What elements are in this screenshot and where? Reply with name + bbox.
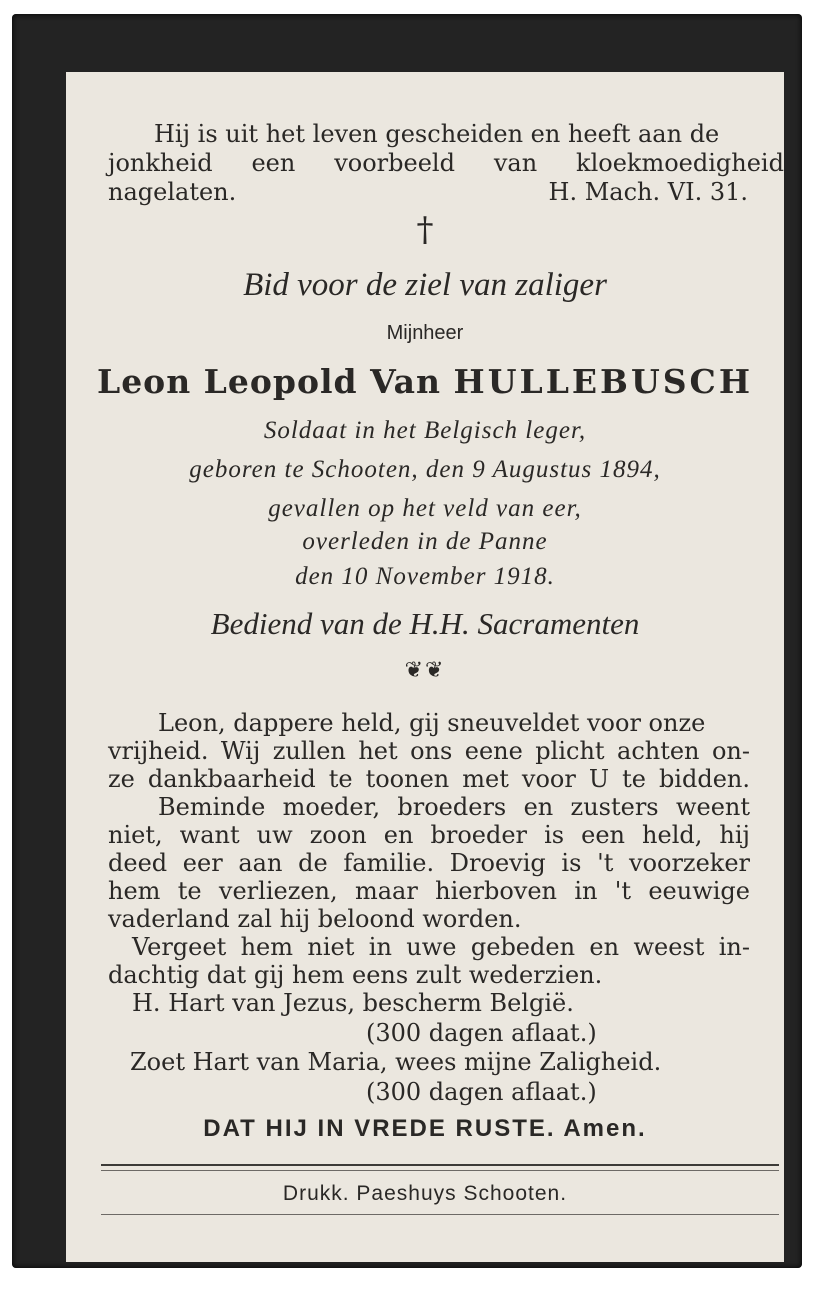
epigraph-line-2 xyxy=(108,149,784,177)
printer-credit: Drukk. Paeshuys Schooten. xyxy=(282,1182,568,1205)
body-line: Beminde moeder, broeders en zusters weent xyxy=(158,793,750,821)
body-line: H. Hart van Jezus, bescherm België. xyxy=(132,989,574,1017)
divider xyxy=(101,1170,779,1171)
sacraments-line: Bediend van de H.H. Sacramenten xyxy=(210,606,640,641)
indulgence-note: (300 dagen aflaat.) xyxy=(366,1078,597,1106)
closing-prayer: DAT HIJ IN VREDE RUSTE. Amen. xyxy=(203,1115,647,1142)
body-line: vrijheid. Wij zullen het ons eene plicht achten on- xyxy=(108,737,750,765)
epigraph-word: kloekmoedigheid xyxy=(576,149,784,177)
detail-line-died-date: den 10 November 1918. xyxy=(295,563,555,590)
scripture-reference: H. Mach. VI. 31. xyxy=(548,178,748,206)
body-line: vaderland zal hij beloond worden. xyxy=(108,905,522,933)
epigraph-word: een xyxy=(251,149,296,177)
epigraph-word: voorbeeld xyxy=(334,149,455,177)
body-line: ze dankbaarheid te toonen met voor U te bidden. xyxy=(108,765,750,793)
body-line: hem te verliezen, maar hierboven in 't eeuwige xyxy=(108,877,750,905)
cross-icon: † xyxy=(416,210,434,250)
surname: HULLEBUSCH xyxy=(453,362,753,401)
divider xyxy=(101,1214,779,1215)
body-line: deed eer aan de familie. Droevig is 't voorzeker xyxy=(108,849,750,877)
prayer-heading: Bid voor de ziel van zaliger xyxy=(243,267,607,303)
indulgence-note: (300 dagen aflaat.) xyxy=(366,1019,597,1047)
card-paper xyxy=(66,72,784,1262)
body-line: Vergeet hem niet in uwe gebeden en weest in- xyxy=(132,933,750,961)
detail-line-died-place: overleden in de Panne xyxy=(302,528,548,555)
deceased-name xyxy=(66,362,784,401)
floral-ornament-icon: ❦❦ xyxy=(404,658,446,683)
honorific: Mijnheer xyxy=(386,322,464,344)
body-line: niet, want uw zoon en broeder is een held, hij xyxy=(108,821,750,849)
mourning-card xyxy=(12,14,802,1268)
divider xyxy=(101,1164,779,1166)
detail-line-fallen: gevallen op het veld van eer, xyxy=(268,495,582,522)
body-line: dachtig dat gij hem eens zult wederzien. xyxy=(108,961,603,989)
body-line: Zoet Hart van Maria, wees mijne Zaligheid. xyxy=(130,1048,662,1076)
epigraph-line-1: Hij is uit het leven gescheiden en heeft aan de xyxy=(154,120,720,148)
detail-line-born: geboren te Schooten, den 9 Augustus 1894, xyxy=(189,456,661,483)
body-line: Leon, dappere held, gij sneuveldet voor onze xyxy=(158,709,706,737)
epigraph-line-3 xyxy=(108,178,748,206)
epigraph-word: van xyxy=(493,149,538,177)
given-names: Leon Leopold Van xyxy=(96,362,442,401)
epigraph-nagelaten: nagelaten. xyxy=(108,178,237,206)
epigraph-word: jonkheid xyxy=(108,149,213,177)
detail-line-soldier: Soldaat in het Belgisch leger, xyxy=(263,417,587,444)
